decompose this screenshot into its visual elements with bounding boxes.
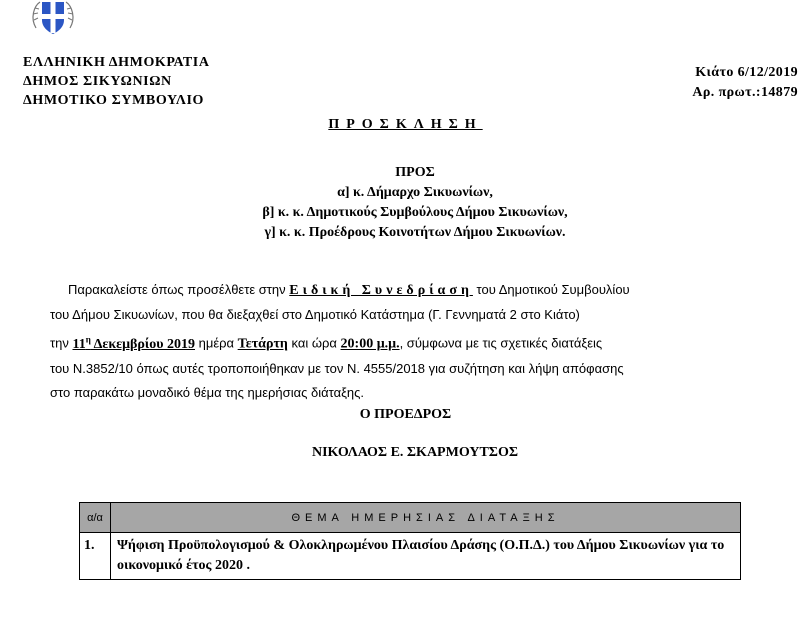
document-title: ΠΡΟΣΚΛΗΣΗ bbox=[328, 117, 483, 132]
meeting-time: 20:00 μ.μ. bbox=[340, 336, 400, 352]
meeting-day: 11 bbox=[72, 336, 86, 352]
recipient-line-b: β] κ. κ. Δημοτικούς Συμβούλους Δήμου Σικυωνίων, bbox=[262, 205, 568, 220]
issuer-line-council: ΔΗΜΟΤΙΚΟ ΣΥΜΒΟΥΛΙΟ bbox=[23, 93, 204, 108]
recipients-block bbox=[0, 163, 811, 243]
signatory-role: Ο ΠΡΟΕΔΡΟΣ bbox=[359, 407, 452, 422]
table-row bbox=[80, 533, 741, 580]
ordinal-suffix: η bbox=[85, 334, 91, 344]
body-line-5: στο παρακάτω μοναδικό θέμα της ημερήσιας διάταξης. bbox=[50, 384, 365, 400]
body-line-1 bbox=[50, 278, 770, 303]
invitation-body bbox=[50, 278, 770, 405]
meeting-month-year: Δεκεμβρίου 2019 bbox=[90, 336, 195, 352]
protocol-number: Αρ. πρωτ.:14879 bbox=[692, 85, 798, 100]
greek-emblem-icon bbox=[30, 0, 76, 36]
body-text-span: την bbox=[50, 335, 73, 351]
body-text-span: ημέρα bbox=[195, 335, 238, 351]
agenda-header-row bbox=[80, 503, 741, 533]
recipients-heading: ΠΡΟΣ bbox=[395, 165, 435, 180]
body-text-span: , σύμφωνα με τις σχετικές διατάξεις bbox=[399, 335, 603, 351]
body-text-span: και ώρα bbox=[287, 335, 341, 351]
agenda-col-number: α/α bbox=[80, 503, 111, 533]
agenda-col-theme: ΘΕΜΑ ΗΜΕΡΗΣΙΑΣ ΔΙΑΤΑΞΗΣ bbox=[111, 503, 741, 533]
session-type: Ειδική Συνεδρίαση bbox=[289, 283, 473, 298]
recipient-line-c: γ] κ. κ. Προέδρους Κοινοτήτων Δήμου Σικυωνίων. bbox=[264, 225, 566, 240]
document-meta bbox=[692, 63, 798, 103]
agenda-item-text: Ψήφιση Προϋπολογισμού & Ολοκληρωμένου Πλαισίου Δράσης (Ο.Π.Δ.) του Δήμου Σικυωνίων για το οικονομικό έτος 2020 . bbox=[111, 533, 741, 580]
issuer-line-municipality: ΔΗΜΟΣ ΣΙΚΥΩΝΙΩΝ bbox=[23, 74, 172, 89]
signatory-name: ΝΙΚΟΛΑΟΣ Ε. ΣΚΑΡΜΟΥΤΣΟΣ bbox=[311, 445, 518, 460]
body-text-span: Παρακαλείστε όπως προσέλθετε στην bbox=[68, 282, 290, 297]
body-line-3 bbox=[50, 327, 770, 357]
issuer-line-country: ΕΛΛΗΝΙΚΗ ΔΗΜΟΚΡΑΤΙΑ bbox=[23, 55, 210, 70]
body-line-4: του Ν.3852/10 όπως αυτές τροποποιήθηκαν με τον Ν. 4555/2018 για συζήτηση και λήψη απόφασης bbox=[50, 360, 624, 376]
document-date: Κιάτο 6/12/2019 bbox=[695, 65, 798, 80]
meeting-date bbox=[72, 334, 195, 352]
agenda-table bbox=[79, 502, 741, 580]
meeting-weekday: Τετάρτη bbox=[237, 336, 288, 352]
issuer-header bbox=[23, 53, 210, 110]
agenda-item-number: 1. bbox=[80, 533, 111, 580]
body-line-2: του Δήμου Σικυωνίων, που θα διεξαχθεί στο Δημοτικό Κατάστημα (Γ. Γεννηματά 2 στο Κιάτο) bbox=[50, 307, 580, 322]
body-text-span: του Δημοτικού Συμβουλίου bbox=[472, 282, 630, 297]
recipient-line-a: α] κ. Δήμαρχο Σικυωνίων, bbox=[337, 185, 493, 200]
